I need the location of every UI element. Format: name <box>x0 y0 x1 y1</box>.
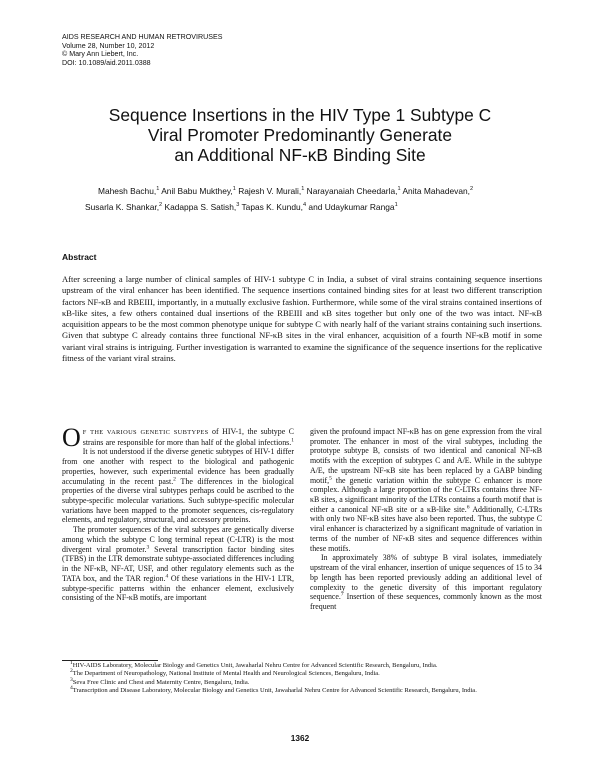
author-affiliation: 2 <box>469 186 474 193</box>
author: Anil Babu Mukthey, <box>161 186 233 196</box>
citation: 6 <box>466 504 470 511</box>
author-affiliation: 1 <box>397 186 401 193</box>
lead-in-smallcaps: F THE VARIOUS GENETIC SUBTYPES <box>82 429 209 436</box>
drop-cap: O <box>62 423 81 452</box>
body-column-left <box>62 423 294 603</box>
citation: 2 <box>173 475 176 482</box>
author: Mahesh Bachu, <box>98 186 157 196</box>
article-title <box>70 105 530 165</box>
footnote: $^2$The Department of Neuropathology, National Institute of Mental Health and Neurological Sciences, Bengaluru, India. <box>70 668 380 678</box>
journal-header <box>62 33 222 67</box>
author: Susarla K. Shankar, <box>85 201 160 212</box>
author-affiliation: 4 <box>302 201 307 208</box>
journal-name: AIDS RESEARCH AND HUMAN RETROVIRUSES <box>62 33 223 41</box>
footnote: $^1$HIV-AIDS Laboratory, Molecular Biology and Genetics Unit, Jawaharlal Nehru Centre for Advanced Scientific Research, Bengaluru, India. <box>70 659 438 669</box>
author-line-1 <box>70 184 532 200</box>
affiliation-footnotes <box>62 659 542 696</box>
body-paragraph: The promoter sequences of the viral subtypes are genetically diverse among which the subtype C long terminal repeat (C-LTR) is the most divergent viral promoter.$^3$ Several transcription factor binding sites (TFBS) in the LTR demonstrate subtype-associated differences including in the NF-κB, NF-AT, USF, and other regulatory elements such as the TATA box, and the TAR region.$^4$ Of these variations in the HIV-1 LTR, subtype-specific patterns within the enhancer element, exclusively consisting of the NF-κB motifs, are important <box>62 525 294 603</box>
journal-volume: Volume 28, Number 10, 2012 <box>62 41 155 50</box>
body-paragraph: OF THE VARIOUS GENETIC SUBTYPES of HIV-1, the subtype C strains are responsible for more than half of the global infections.$^1$ It is not understood if the diverse genetic subtypes of HIV-1 differ from one another with respect to the biological and pathogenic properties, however, such experimental evidence has been gradually accumulating in the recent past.$^2$ The differences in the biological properties of the diverse viral subtypes perhaps could be ascribed to the subtype-specific molecular variations. Such subtype-specific molecular variations have been mapped to the promoter sequences, cis-regulatory elements, and regulatory, structural, and accessory proteins. <box>62 423 294 525</box>
author-affiliation: 1 <box>394 201 398 208</box>
footnote: $^4$Transcription and Disease Laboratory, Molecular Biology and Genetics Unit, Jawaharlal Nehru Centre for Advanced Scientific Research, Bengaluru, India. <box>70 685 477 695</box>
author-list <box>70 184 532 215</box>
author-affiliation: 1 <box>232 186 236 193</box>
author: Tapas K. Kundu, <box>241 201 303 212</box>
journal-copyright: © Mary Ann Liebert, Inc. <box>62 50 139 59</box>
abstract-text: After screening a large number of clinical samples of HIV-1 subtype C in India, a subset of viral strains containing sequence insertions upstream of the viral enhancer has been identified. The sequence insertions contained binding sites for at least two different transcription factors NF-κB and RBEIII, importantly, in a mutually exclusive fashion. Furthermore, while some of the viral strains contained insertions of κB-like sites, a few others contained dual insertions of the RBEIII and κB sites together but only one of the two was intact. NF-κB acquisition appears to be the most common phenotype unique for subtype C with nearly half of the variant strains containing such insertions. Given that subtype C already contains three functional NF-κB sites in the viral enhancer, acquisition of a fourth NF-κB motif in some variant viral strains is intriguing. Further investigation is warranted to examine the significance of the sequence insertions for the replicative fitness of the variant viral strains. <box>62 274 542 363</box>
citation: 3 <box>146 544 150 550</box>
author-line-2 <box>70 200 532 216</box>
author: and Udaykumar Ranga <box>308 201 395 212</box>
body-paragraph: given the profound impact NF-κB has on gene expression from the viral promoter. The enhancer in most of the viral subtypes, including the prototype subtype B, consists of two identical and canonical NF-κB motifs with the exception of subtypes C and A/E. While in the subtype A/E, the upstream NF-κB site has been replaced by a GABP binding motif,$^5$ the genetic variation within the subtype C enhancer is more complex. Although a large proportion of the C-LTRs contains three NF-κB sites, a significant minority of the LTRs contains a fourth motif that is either a canonical NF-κB site or a κB-like site.$^6$ Additionally, C-LTRs with only two NF-κB sites have also been reported. Thus, the subtype C viral enhancer is characterized by a significant magnitude of variation in terms of the number of NF-κB sites and sequence differences within these motifs. <box>310 427 542 553</box>
abstract-heading: Abstract <box>62 252 97 262</box>
page-number: 1362 <box>290 733 310 743</box>
author: Rajesh V. Murali, <box>238 186 302 196</box>
footnote-divider <box>62 660 158 661</box>
author-affiliation: 1 <box>156 186 160 193</box>
author-affiliation: 2 <box>159 201 163 208</box>
author: Narayanaiah Cheedarla, <box>306 186 398 196</box>
title-line-2: Viral Promoter Predominantly Generate <box>147 125 453 145</box>
author: Kadappa S. Satish, <box>164 201 237 212</box>
body-column-right <box>310 427 542 612</box>
author-affiliation: 1 <box>301 186 305 193</box>
title-line-1: Sequence Insertions in the HIV Type 1 Subtype C <box>108 105 492 125</box>
citation: 7 <box>340 591 344 598</box>
citation: 4 <box>165 573 169 580</box>
citation: 5 <box>329 474 332 481</box>
journal-doi: DOI: 10.1089/aid.2011.0388 <box>62 58 151 67</box>
citation: 1 <box>291 437 294 444</box>
author-affiliation: 3 <box>236 201 240 208</box>
footnote: $^3$Seva Free Clinic and Chest and Maternity Centre, Bengaluru, India. <box>70 676 250 686</box>
author: Anita Mahadevan, <box>402 186 470 196</box>
title-line-3: an Additional NF-κB Binding Site <box>174 145 426 165</box>
body-paragraph: In approximately 38% of subtype B viral isolates, immediately upstream of the viral enhancer, insertion of unique sequences of 15 to 34 bp length has been reported previously adding an additional level of complexity to the genetic diversity of this important regulatory sequence.$^7$ Insertion of these sequences, commonly known as the most frequent <box>310 553 542 611</box>
